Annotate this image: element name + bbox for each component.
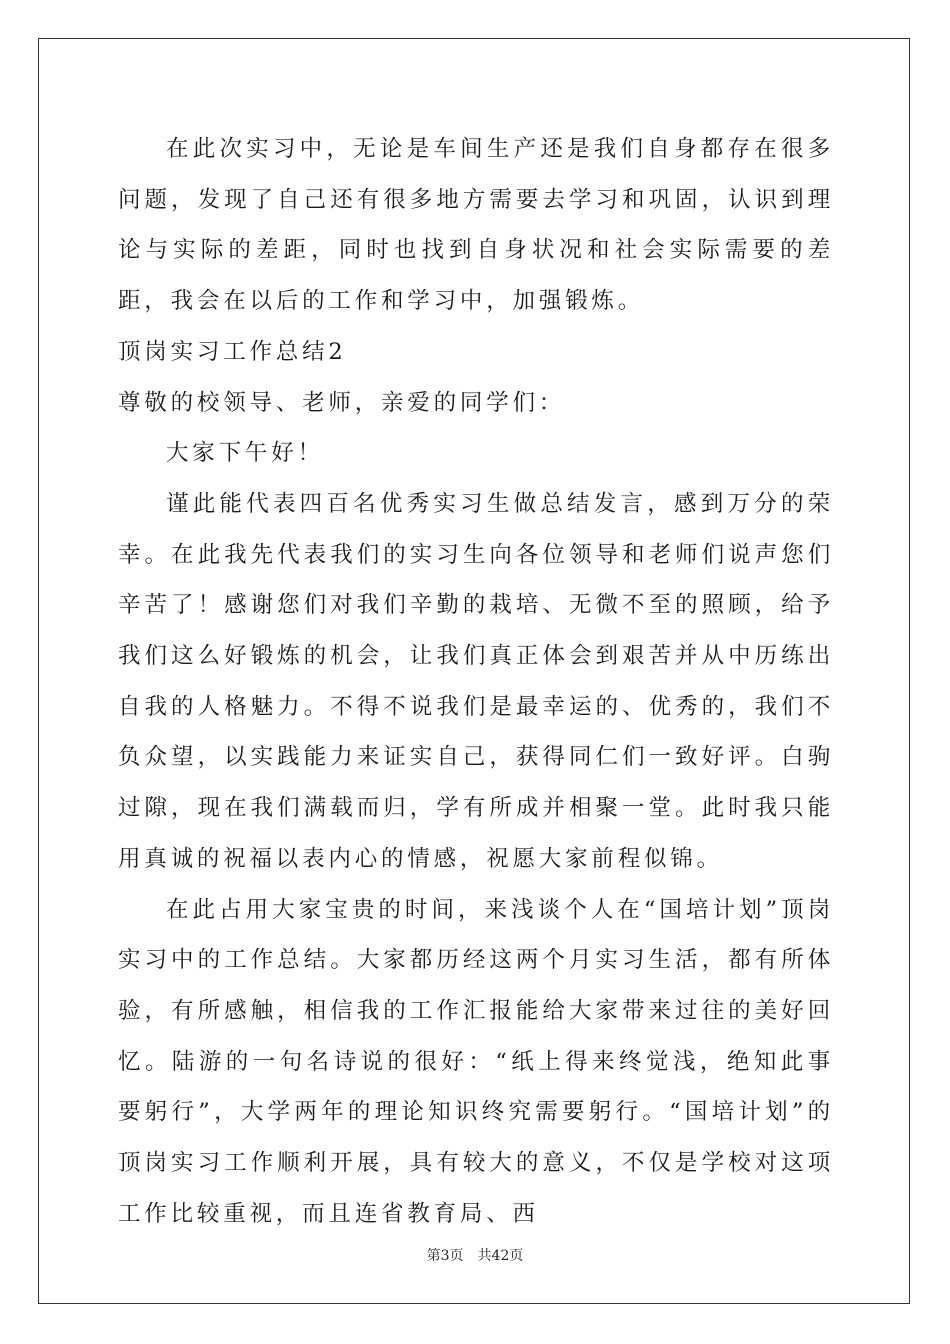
paragraph-work-summary: 在此占用大家宝贵的时间，来浅谈个人在“国培计划”顶岗实习中的工作总结。大家都历经这两个月实习生活，都有所体验，有所感触，相信我的工作汇报能给大家带来过往的美好回忆。陆游的一句名诗说的很好：“纸上得来终觉浅，绝知此事要躬行”，大学两年的理论知识终究需要躬行。“国培计划”的顶岗实习工作顺利开展，具有较大的意义，不仅是学校对这项工作比较重视，而且连省教育局、西 xyxy=(118,896,834,1227)
page-total: 共42页 xyxy=(477,1248,524,1264)
paragraph-representative-speech: 谨此能代表四百名优秀实习生做总结发言，感到万分的荣幸。在此我先代表我们的实习生向各位领导和老师们说声您们辛苦了！感谢您们对我们辛勤的栽培、无微不至的照顾，给予我们这么好锻炼的机会，让我们真正体会到艰苦并从中历练出自我的人格魅力。不得不说我们是最幸运的、优秀的，我们不负众望，以实践能力来证实自己，获得同仁们一致好评。白驹过隙，现在我们满载而归，学有所成并相聚一堂。此时我只能用真诚的祝福以表内心的情感，祝愿大家前程似锦。 xyxy=(118,490,834,872)
salutation: 尊敬的校领导、老师，亲爱的同学们： xyxy=(118,389,566,416)
page-footer xyxy=(0,1245,950,1265)
paragraph-internship-reflection: 在此次实习中，无论是车间生产还是我们自身都存在很多问题，发现了自己还有很多地方需要去学习和巩固，认识到理论与实际的差距，同时也找到自身状况和社会实际需要的差距，我会在以后的工作和学习中，加强锻炼。 xyxy=(118,136,834,315)
greeting: 大家下午好！ xyxy=(166,440,324,467)
page-number: 第3页 xyxy=(426,1248,464,1264)
section-heading: 顶岗实习工作总结2 xyxy=(118,338,347,365)
document-body xyxy=(118,124,834,1239)
